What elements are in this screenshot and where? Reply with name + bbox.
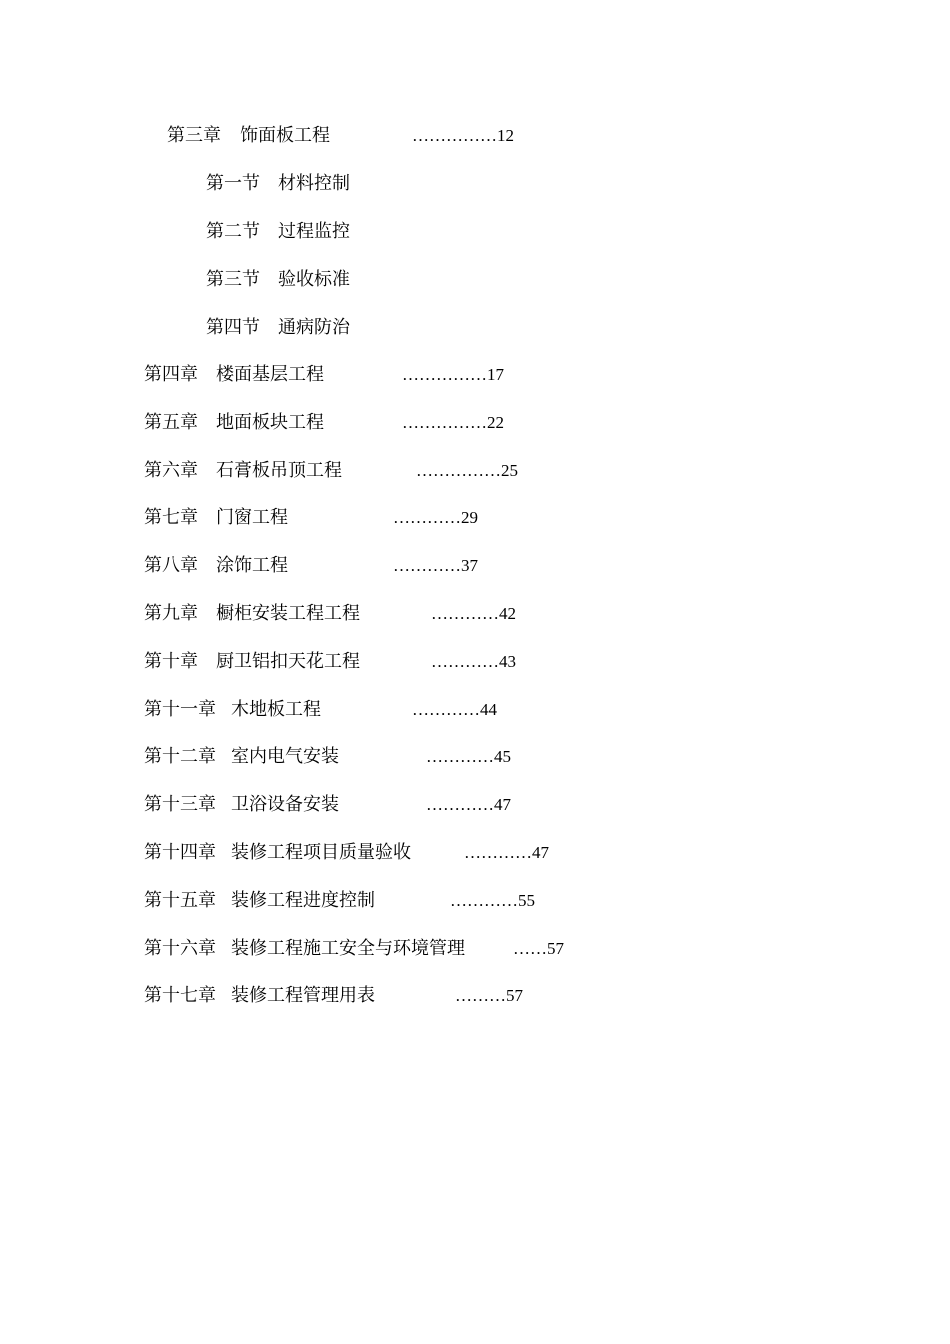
toc-chapter-label: 第十六章: [144, 938, 216, 959]
toc-chapter-label: 第十章: [144, 651, 198, 672]
toc-page-leader: ………57: [455, 986, 523, 1005]
toc-title: 饰面板工程: [240, 125, 330, 146]
toc-section-label: 第一节: [206, 173, 260, 194]
toc-title: 过程监控: [278, 221, 350, 242]
toc-page-leader: ……………25: [416, 461, 518, 480]
toc-title: 验收标准: [278, 269, 350, 290]
toc-entry: [0, 551, 950, 581]
toc-title: 楼面基层工程: [216, 364, 324, 385]
toc-chapter-label: 第四章: [144, 364, 198, 385]
toc-page-leader: …………44: [412, 700, 497, 719]
toc-title: 橱柜安装工程工程: [216, 603, 360, 624]
toc-entry: [0, 838, 950, 868]
toc-page-leader: …………47: [464, 843, 549, 862]
toc-section-label: 第四节: [206, 317, 260, 338]
toc-chapter-label: 第七章: [144, 507, 198, 528]
toc-entry: [0, 265, 950, 295]
toc-chapter-label: 第十四章: [144, 842, 216, 863]
toc-entry: [0, 456, 950, 486]
toc-entry: [0, 886, 950, 916]
toc-chapter-label: 第五章: [144, 412, 198, 433]
toc-chapter-label: 第十七章: [144, 985, 216, 1006]
toc-page-leader: …………55: [450, 891, 535, 910]
toc-entry: [0, 695, 950, 725]
toc-chapter-label: 第六章: [144, 460, 198, 481]
toc-entry: [0, 503, 950, 533]
toc-page-leader: ……57: [513, 939, 564, 958]
toc-title: 厨卫铝扣天花工程: [216, 651, 360, 672]
toc-chapter-label: 第三章: [167, 125, 221, 146]
toc-page-leader: …………45: [426, 747, 511, 766]
toc-entry: [0, 313, 950, 343]
toc-chapter-label: 第八章: [144, 555, 198, 576]
toc-entry: [0, 934, 950, 964]
toc-title: 木地板工程: [231, 699, 321, 720]
toc-page-leader: …………29: [393, 508, 478, 527]
toc-title: 门窗工程: [216, 507, 288, 528]
toc-title: 石膏板吊顶工程: [216, 460, 342, 481]
toc-page-leader: …………47: [426, 795, 511, 814]
toc-title: 装修工程管理用表: [231, 985, 375, 1006]
toc-section-label: 第三节: [206, 269, 260, 290]
toc-chapter-label: 第九章: [144, 603, 198, 624]
toc-entry: [0, 360, 950, 390]
toc-chapter-label: 第十三章: [144, 794, 216, 815]
toc-page-leader: …………43: [431, 652, 516, 671]
toc-chapter-label: 第十二章: [144, 746, 216, 767]
toc-entry: [0, 790, 950, 820]
toc-entry: [0, 981, 950, 1011]
toc-page-leader: ……………17: [402, 365, 504, 384]
toc-title: 地面板块工程: [216, 412, 324, 433]
toc-title: 装修工程施工安全与环境管理: [231, 938, 465, 959]
toc-title: 材料控制: [278, 173, 350, 194]
toc-entry: [0, 742, 950, 772]
toc-title: 卫浴设备安装: [231, 794, 339, 815]
toc-title: 通病防治: [278, 317, 350, 338]
toc-page-leader: …………42: [431, 604, 516, 623]
toc-title: 装修工程项目质量验收: [231, 842, 411, 863]
toc-chapter-label: 第十五章: [144, 890, 216, 911]
toc-entry: [0, 121, 950, 151]
toc-title: 装修工程进度控制: [231, 890, 375, 911]
toc-page-leader: ……………22: [402, 413, 504, 432]
toc-page-leader: ……………12: [412, 126, 514, 145]
toc-entry: [0, 408, 950, 438]
toc-entry: [0, 647, 950, 677]
toc-entry: [0, 217, 950, 247]
toc-title: 涂饰工程: [216, 555, 288, 576]
toc-section-label: 第二节: [206, 221, 260, 242]
toc-entry: [0, 599, 950, 629]
toc-page-leader: …………37: [393, 556, 478, 575]
toc-title: 室内电气安装: [231, 746, 339, 767]
toc-chapter-label: 第十一章: [144, 699, 216, 720]
toc-entry: [0, 169, 950, 199]
